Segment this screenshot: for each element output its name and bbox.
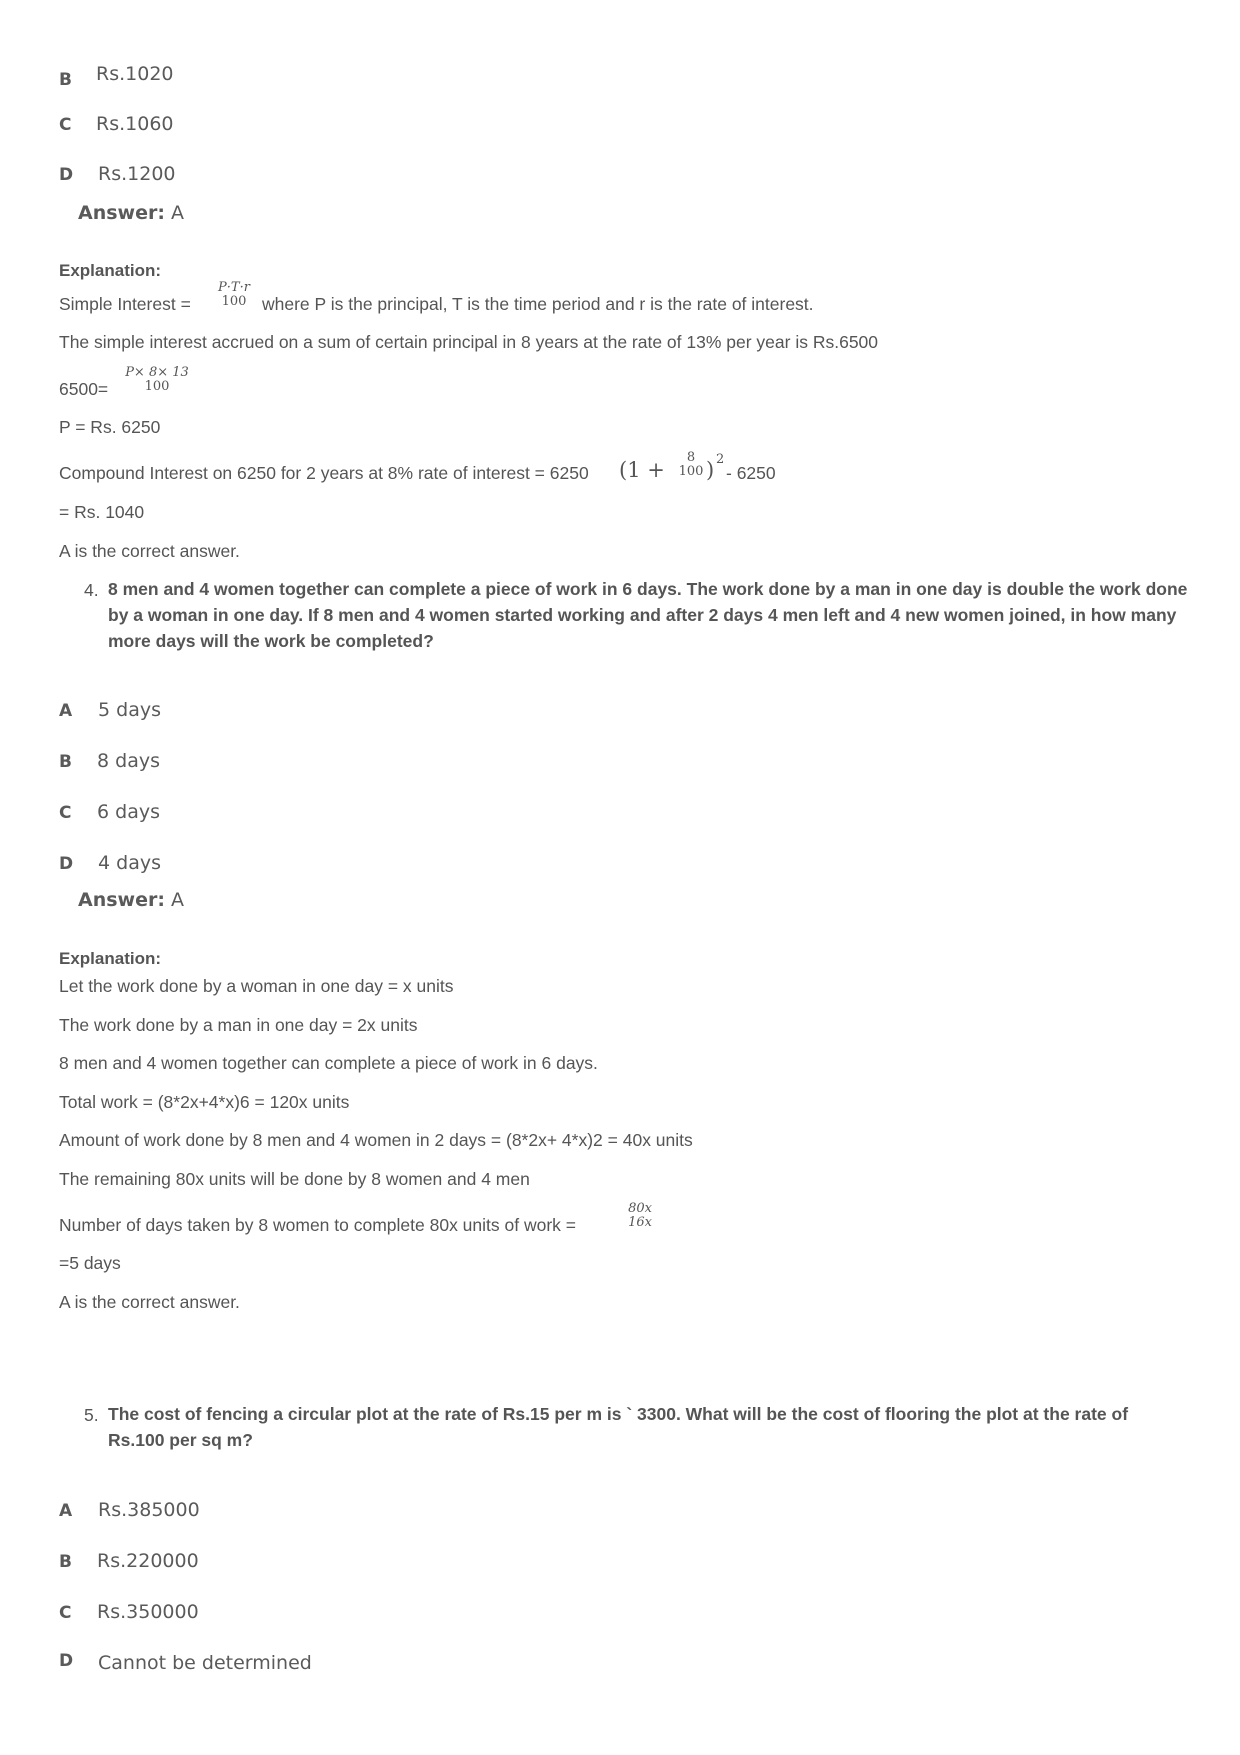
option-letter-b: B [59,1552,72,1572]
si-fraction [212,281,256,309]
ci-frac-num: 8 [686,450,696,465]
ci-exp: 2 [716,452,725,467]
explanation-line: The work done by a man in one day = 2x units [59,1015,418,1035]
days-frac-num: 80x [628,1201,652,1216]
option-text-b: 8 days [97,750,160,772]
option-text-c: Rs.350000 [97,1601,199,1623]
option-text-b: Rs.1020 [96,63,174,85]
answer [78,202,184,224]
question-number: 5. [84,1405,99,1425]
answer-value: A [171,202,184,224]
eq-frac-den: 100 [144,379,170,394]
days-prefix: Number of days taken by 8 women to complete 80x units of work = [59,1215,576,1235]
answer-label: Answer: [78,889,165,911]
option-letter-b: B [59,752,72,772]
option-letter-a: A [59,701,73,721]
option-letter-d: D [59,854,74,874]
question-number: 4. [84,580,99,600]
option-letter-b: B [59,70,72,90]
option-letter-c: C [59,1603,72,1623]
si-suffix: where P is the principal, T is the time period and r is the rate of interest. [262,294,814,314]
option-letter-a: A [59,1501,73,1521]
line-result: = Rs. 1040 [59,502,145,522]
option-letter-c: C [59,115,72,135]
option-text-d: 4 days [98,852,161,874]
ci-close: ) [706,458,715,482]
question-text: The cost of fencing a circular plot at the rate of Rs.15 per m is ` 3300. What will be the cost of flooring the plot at the rate of Rs.100 per sq m? [108,1404,1129,1450]
explanation-line: The remaining 80x units will be done by 8 women and 4 men [59,1169,530,1189]
option-text-b: Rs.220000 [97,1550,199,1572]
days-fraction [622,1202,658,1230]
days-frac-den: 16x [628,1215,652,1230]
line-result: =5 days [59,1253,121,1273]
explanation-heading: Explanation: [59,261,162,280]
line-correct: A is the correct answer. [59,1292,240,1312]
explanation-line: Amount of work done by 8 men and 4 women in 2 days = (8*2x+ 4*x)2 = 40x units [59,1130,693,1150]
option-text-c: 6 days [97,801,160,823]
ci-prefix: Compound Interest on 6250 for 2 years at 8% rate of interest = 6250 [59,463,589,483]
si-prefix: Simple Interest = [59,294,191,314]
si-frac-den: 100 [221,294,247,309]
eq-fraction [120,366,194,394]
explanation-line: Total work = (8*2x+4*x)6 = 120x units [59,1092,350,1112]
ci-fraction [674,451,708,479]
option-text-a: Rs.385000 [98,1499,200,1521]
option-text-d: Rs.1200 [98,163,176,185]
line-p: P = Rs. 6250 [59,417,161,437]
eq-frac-num: P× 8× 13 [125,365,189,380]
si-frac-num: P·T·r [218,280,250,295]
ci-open: (1 + [619,458,665,482]
answer-value: A [171,889,184,911]
explanation-line: Let the work done by a woman in one day = x units [59,976,454,996]
answer-label: Answer: [78,202,165,224]
line-accrued: The simple interest accrued on a sum of certain principal in 8 years at the rate of 13% per year is Rs.6500 [59,332,879,352]
ci-suffix: - 6250 [726,463,776,483]
explanation-heading: Explanation: [59,949,162,968]
option-text-a: 5 days [98,699,161,721]
option-letter-d: D [59,1651,74,1671]
explanation-line: 8 men and 4 women together can complete a piece of work in 6 days. [59,1053,598,1073]
question-text: 8 men and 4 women together can complete a piece of work in 6 days. The work done by a man in one day is double the work done by a woman in one day. If 8 men and 4 women started working and after 2 days 4 men left and 4 new women joined, in how many more days will the work be completed? [108,579,1188,651]
option-text-c: Rs.1060 [96,113,174,135]
answer [78,889,184,911]
option-text-d: Cannot be determined [98,1652,312,1674]
ci-frac-den: 100 [678,464,704,479]
option-letter-c: C [59,803,72,823]
line-correct: A is the correct answer. [59,541,240,561]
option-letter-d: D [59,165,74,185]
eq-prefix: 6500= [59,379,109,399]
